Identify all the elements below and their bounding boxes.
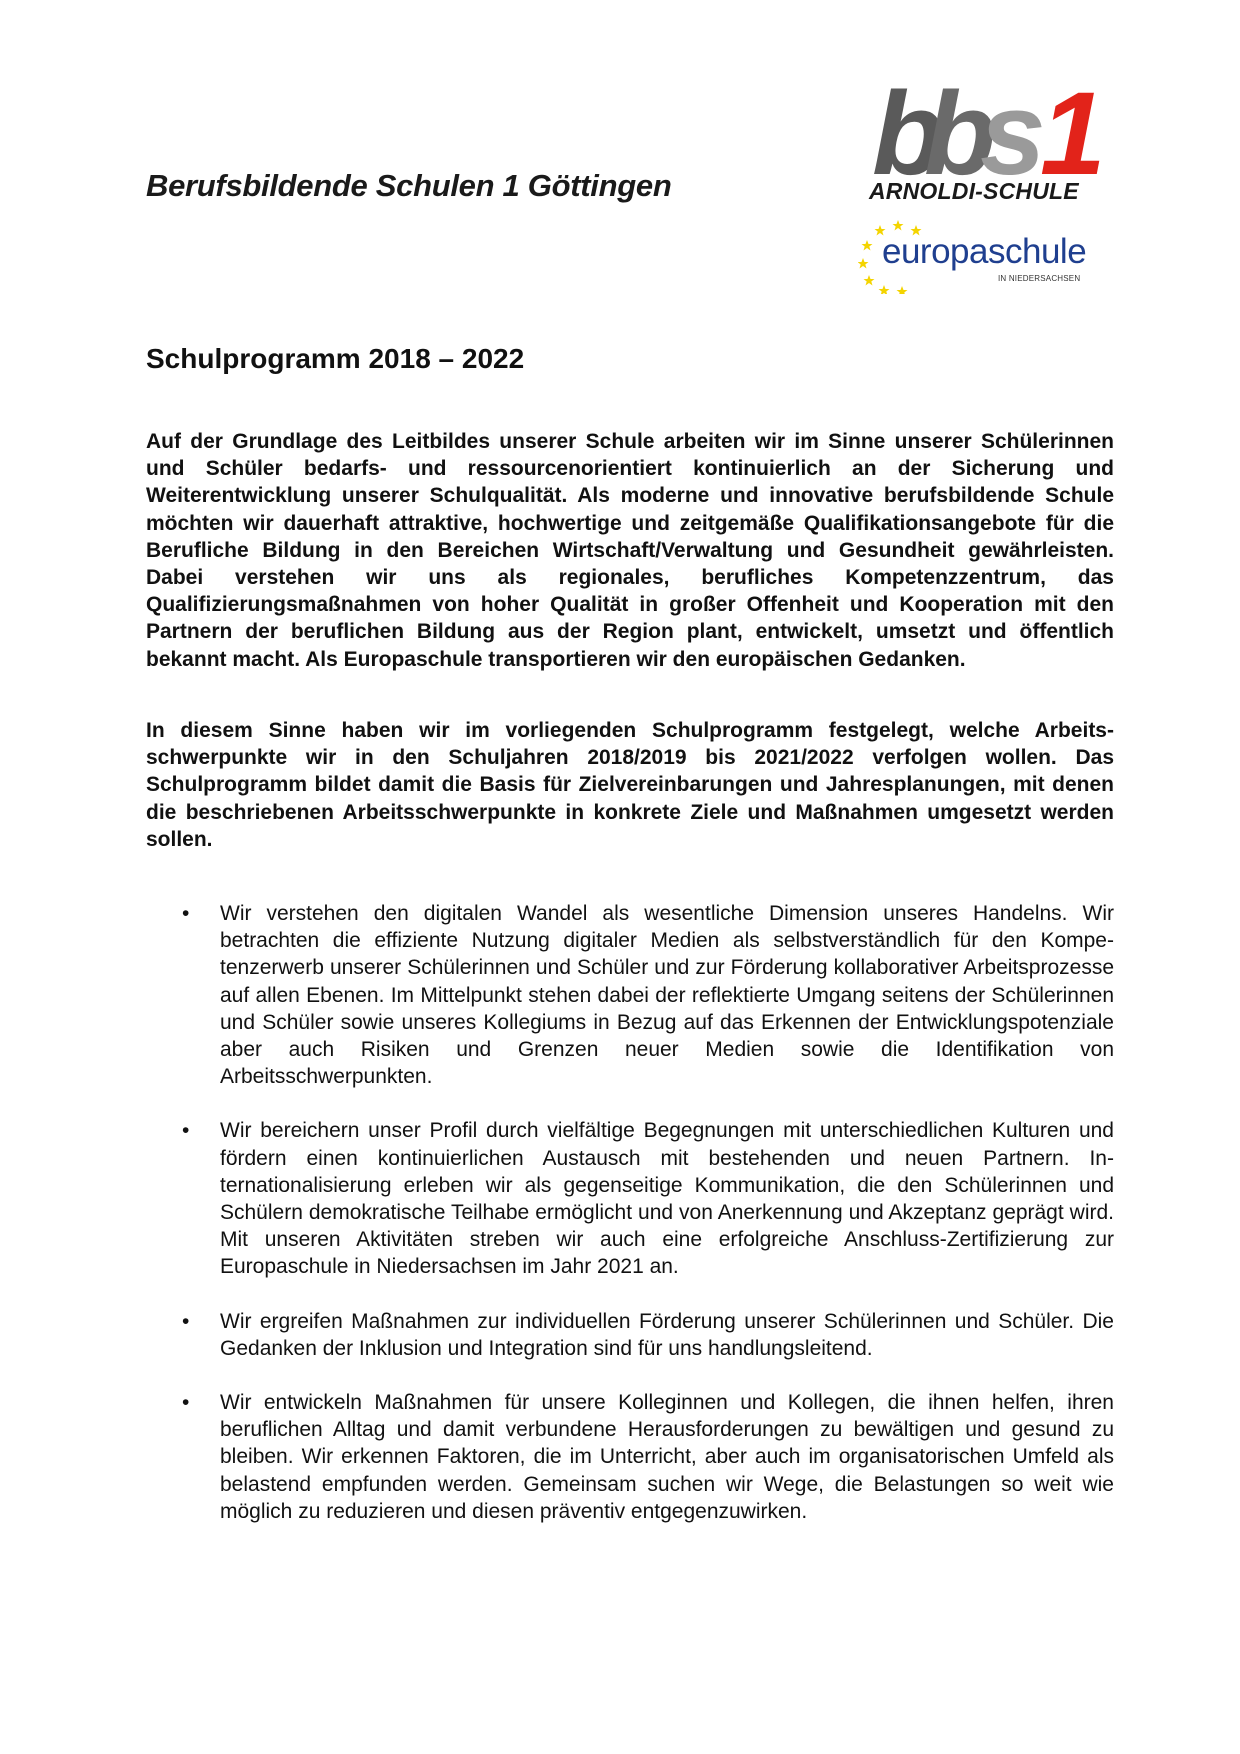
intro-paragraph-1: Auf der Grundlage des Leitbildes unserer Schule arbeiten wir im Sinne unserer Schülerinnen und Schüler bedarfs- und ressourcenorientiert kontinuierlich an der Sicherung und Weiterentwicklung unserer Schulqualität. Als moderne und innovative berufsbildende Schule möchten wir dauerhaft attraktive, hochwertige und zeitgemäße Qualifikationsangebote für die Berufliche Bildung in den Bereichen Wirtschaft/Verwaltung und Gesundheit gewährleisten. Dabei verstehen wir uns als regionales, berufliches Kompetenzzentrum, das Qualifizierungsmaßnahmen von hoher Qualität in großer Offenheit und Kooperation mit den Partnern der beruflichen Bildung aus der Region plant, entwickelt, umsetzt und öffentlich bekannt macht. Als Europaschule transportieren wir den europäischen Gedanken. <box>146 430 1114 671</box>
list-item <box>182 900 1114 1090</box>
europa-region-label: IN NIEDERSACHSEN <box>998 274 1081 283</box>
intro-paragraph-2: In diesem Sinne haben wir im vorliegenden Schulprogramm festgelegt, welche Arbeitsschwerpunkte wir in den Schuljahren 2018/2019 bis 2021/2022 verfolgen wollen. Das Schulprogramm bildet damit die Basis für Zielvereinbarungen und Jahresplanungen, mit denen die beschriebenen Arbeitsschwerpunkte in konkrete Ziele und Maßnahmen umgesetzt werden sollen. <box>146 719 1114 851</box>
bullet-icon: • <box>182 1119 190 1143</box>
bullet-icon: • <box>182 902 190 925</box>
list-item-text: Wir entwickeln Maßnahmen für unsere Kolleginnen und Kollegen, die ihnen helfen, ihren beruflichen Alltag und damit verbundene Herausforderungen zu bewältigen und gesund zu bleiben. Wir erkennen Faktoren, die im Unterricht, aber auch im organisatorischen Umfeld als belastend empfunden werden. Gemeinsam suchen wir Wege, die Belastungen so weit wie möglich zu reduzieren und diesen präventiv entgegenzuwirken. <box>220 1391 1114 1523</box>
document-title: Schulprogramm 2018 – 2022 <box>146 343 525 374</box>
svg-text:b: b <box>924 74 985 182</box>
logo-subtitle: ARNOLDI-SCHULE <box>869 178 1079 204</box>
europa-word-part2: schule <box>987 232 1087 271</box>
list-item <box>182 1389 1114 1525</box>
svg-text:1: 1 <box>1040 74 1106 182</box>
school-logo <box>858 74 1118 304</box>
europaschule-wordmark <box>882 232 1086 272</box>
svg-text:s: s <box>980 74 1034 182</box>
list-item <box>182 1308 1114 1362</box>
list-item-text: Wir verstehen den digitalen Wandel als wesentliche Dimension unseres Handelns. Wir betrachten die effiziente Nutzung digitaler Medien als selbstverständlich für den Kompetenzerwerb unserer Schülerinnen und Schüler und zur Förderung kollaborativer Arbeitsprozesse auf allen Ebenen. Im Mittelpunkt stehen dabei der reflektierte Umgang seitens der Schülerinnen und Schüler sowie unseres Kollegiums in Bezug auf das Erkennen der Entwicklungspotenziale aber auch Risiken und Grenzen neuer Medien sowie die Identifikation von Arbeitsschwerpunkten. <box>220 902 1114 1089</box>
list-item <box>182 1117 1114 1280</box>
bullet-list <box>182 900 1114 1552</box>
school-name: Berufsbildende Schulen 1 Göttingen <box>146 168 672 203</box>
list-item-text: Wir ergreifen Maßnahmen zur individuellen Förderung unserer Schülerinnen und Schüler. Die Gedanken der Inklusion und Integration sind für uns handlungsleitend. <box>220 1309 1114 1360</box>
bullet-icon: • <box>182 1391 190 1415</box>
bbs1-logo-mark <box>872 74 1122 182</box>
bullet-icon: • <box>182 1309 190 1333</box>
list-item-text: Wir bereichern unser Profil durch vielfältige Begegnungen mit unterschiedlichen Kulturen und fördern einen kontinuierlichen Austausch mit bestehenden und neuen Partnern. Internationalisierung erleben wir als gegenseitige Kommunikation, die den Schülerinnen und Schülern demokratische Teilhabe ermöglicht und von Anerkennung und Akzeptanz geprägt wird. Mit unseren Aktivitäten streben wir auch eine erfolgreiche Anschluss-Zertifizierung zur Europaschule in Niedersachsen im Jahr 2021 an. <box>220 1119 1114 1279</box>
europa-word-part1: europa <box>882 232 988 271</box>
svg-text:b: b <box>872 74 933 182</box>
